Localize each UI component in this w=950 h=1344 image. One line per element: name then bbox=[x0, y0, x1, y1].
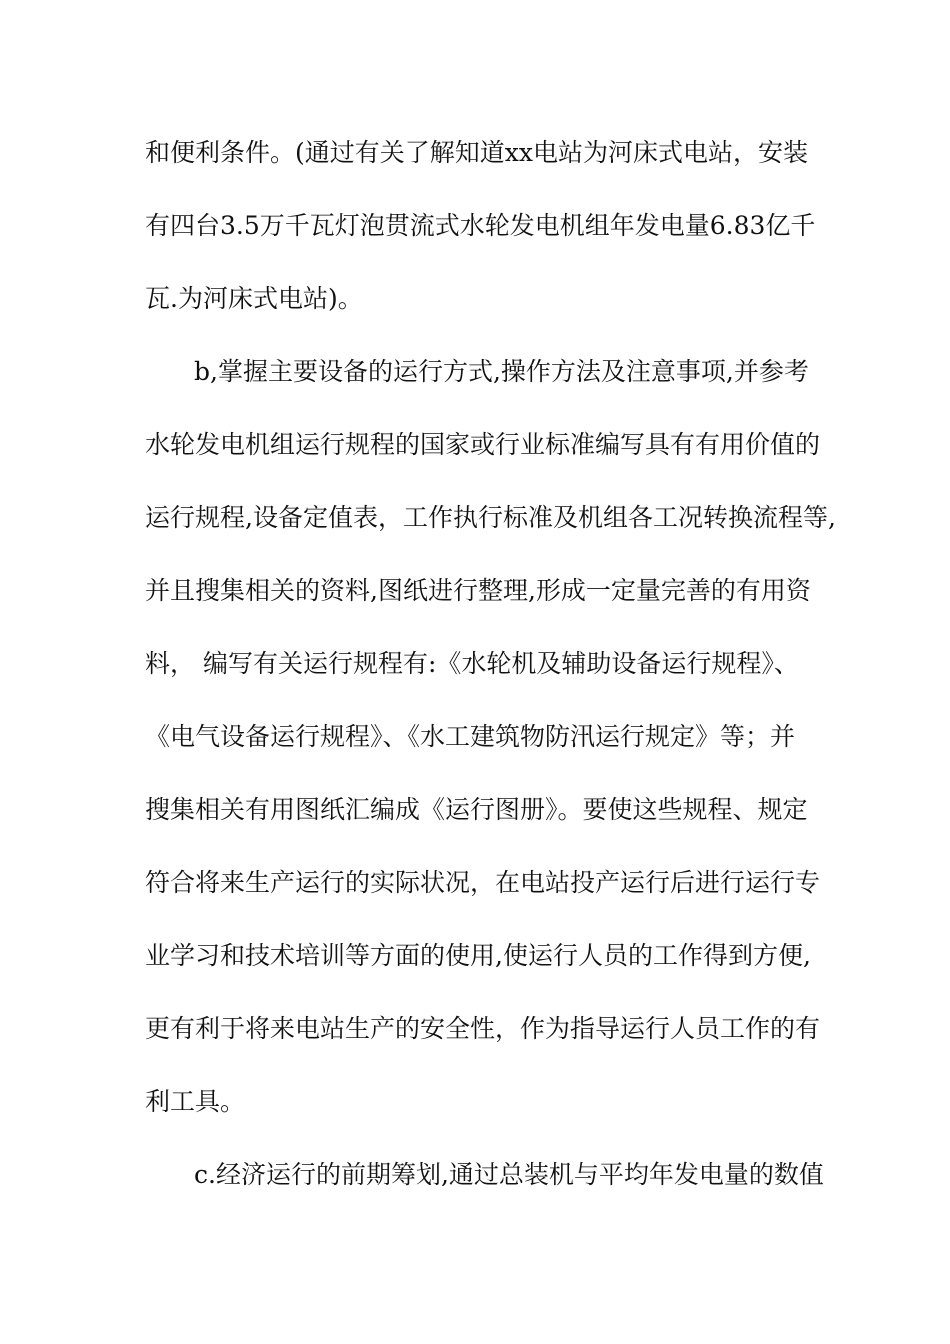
text-line-10: 搜集相关有用图纸汇编成《运行图册》。要使这些规程、规定 bbox=[145, 795, 808, 824]
text-line-2: 有四台3.5万千瓦灯泡贯流式水轮发电机组年发电量6.83亿千 bbox=[145, 211, 816, 240]
text-line-1: 和便利条件。(通过有关了解知道xx电站为河床式电站，安装 bbox=[145, 138, 808, 167]
text-line-12: 业学习和技术培训等方面的使用,使运行人员的工作得到方便, bbox=[145, 941, 811, 970]
text-line-15-paragraph-c: c.经济运行的前期筹划,通过总装机与平均年发电量的数值 bbox=[194, 1160, 824, 1189]
text-line-4-paragraph-b: b,掌握主要设备的运行方式,操作方法及注意事项,并参考 bbox=[194, 357, 809, 386]
text-line-8: 料， 编写有关运行规程有:《水轮机及辅助设备运行规程》、 bbox=[145, 649, 799, 678]
text-line-13: 更有利于将来电站生产的安全性，作为指导运行人员工作的有 bbox=[145, 1014, 821, 1043]
text-line-7: 并且搜集相关的资料,图纸进行整理,形成一定量完善的有用资 bbox=[145, 576, 811, 605]
text-line-3: 瓦.为河床式电站)。 bbox=[145, 284, 363, 313]
text-line-5: 水轮发电机组运行规程的国家或行业标准编写具有有用价值的 bbox=[145, 430, 821, 459]
text-line-11: 符合将来生产运行的实际状况，在电站投产运行后进行运行专 bbox=[145, 868, 821, 897]
text-line-6: 运行规程,设备定值表，工作执行标准及机组各工况转换流程等, bbox=[145, 503, 836, 532]
text-line-9: 《电气设备运行规程》、《水工建筑物防汛运行规定》等；并 bbox=[145, 722, 796, 751]
text-line-14: 利工具。 bbox=[145, 1087, 246, 1116]
